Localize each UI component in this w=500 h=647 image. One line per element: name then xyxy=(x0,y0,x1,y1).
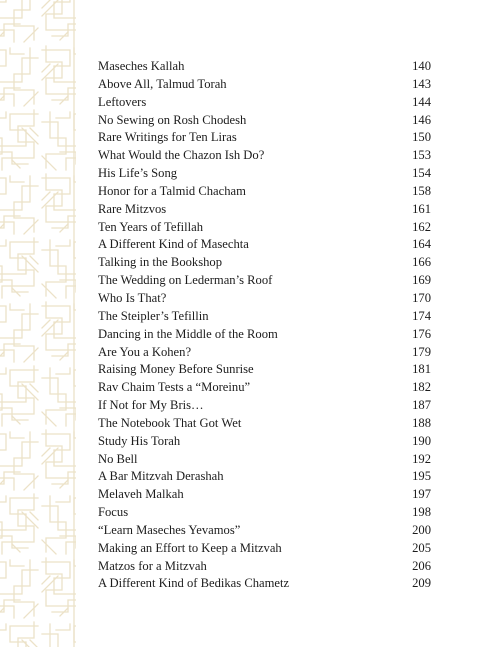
toc-entry-title: Rare Writings for Ten Liras xyxy=(98,130,237,145)
toc-entry[interactable] xyxy=(98,344,431,362)
toc-entry-page-number: 143 xyxy=(412,76,431,91)
toc-entry-page-number: 161 xyxy=(412,201,431,216)
toc-entry-title: The Steipler’s Tefillin xyxy=(98,308,209,323)
toc-entry[interactable] xyxy=(98,58,431,76)
toc-entry-title: Are You a Kohen? xyxy=(98,344,192,359)
toc-entry-title: Making an Effort to Keep a Mitzvah xyxy=(98,540,282,555)
toc-entry[interactable] xyxy=(98,540,431,558)
toc-entry-page-number: 192 xyxy=(412,451,431,466)
border-pattern-stroke xyxy=(46,174,76,234)
toc-entry-page-number: 200 xyxy=(412,522,431,537)
toc-entry-title: No Bell xyxy=(98,451,138,466)
border-pattern-stroke xyxy=(0,562,38,594)
toc-entry-title: Study His Torah xyxy=(98,433,181,448)
border-pattern-stroke xyxy=(56,496,70,502)
border-pattern-stroke xyxy=(10,560,24,566)
toc-entry-page-number: 162 xyxy=(412,219,431,234)
toc-entry-title: Ten Years of Tefillah xyxy=(98,219,204,234)
toc-entry[interactable] xyxy=(98,504,431,522)
toc-entry-page-number: 174 xyxy=(412,308,431,323)
toc-entry-page-number: 166 xyxy=(412,255,431,270)
toc-entry-page-number: 164 xyxy=(412,237,431,252)
border-pattern-stroke xyxy=(10,48,24,54)
toc-entry-title: Rav Chaim Tests a “Moreinu” xyxy=(98,380,251,395)
toc-entry-page-number: 146 xyxy=(412,112,431,127)
border-pattern-stroke xyxy=(14,432,34,488)
toc-entry[interactable] xyxy=(98,272,431,290)
border-pattern-stroke xyxy=(14,560,34,616)
toc-entry[interactable] xyxy=(98,433,431,451)
border-pattern-stroke xyxy=(0,496,6,502)
toc-entry-page-number: 170 xyxy=(412,290,431,305)
toc-entry-title: Dancing in the Middle of the Room xyxy=(98,326,278,341)
border-pattern-stroke xyxy=(0,434,38,466)
border-pattern-stroke xyxy=(46,624,66,647)
toc-entry-title: Maseches Kallah xyxy=(98,59,185,73)
border-pattern-stroke xyxy=(46,46,76,106)
toc-entry-title: Focus xyxy=(98,505,129,520)
toc-entry-title: What Would the Chazon Ish Do? xyxy=(98,148,265,163)
border-pattern-stroke xyxy=(2,494,34,554)
toc-entry-page-number: 150 xyxy=(412,130,431,145)
border-pattern-stroke xyxy=(0,50,38,82)
toc-entry-page-number: 179 xyxy=(412,344,431,359)
border-pattern-stroke xyxy=(14,48,34,104)
border-pattern-stroke xyxy=(56,624,70,630)
toc-entry-title: Honor for a Talmid Chacham xyxy=(98,183,246,198)
border-pattern-stroke xyxy=(46,240,66,296)
border-pattern-stroke xyxy=(0,306,38,338)
toc-entry[interactable] xyxy=(98,486,431,504)
toc-entry-page-number: 206 xyxy=(412,558,431,573)
border-pattern-stroke xyxy=(10,304,24,310)
toc-entry-page-number: 182 xyxy=(412,380,431,395)
toc-entry[interactable] xyxy=(98,183,431,201)
toc-entry-title: If Not for My Bris… xyxy=(98,398,204,413)
border-pattern-stroke xyxy=(10,432,24,438)
toc-entry[interactable] xyxy=(98,468,431,486)
border-pattern-stroke xyxy=(46,430,76,490)
toc-entry-title: The Wedding on Lederman’s Roof xyxy=(98,273,273,288)
toc-entry-page-number: 153 xyxy=(412,148,431,163)
table-of-contents xyxy=(98,58,431,593)
border-pattern-stroke xyxy=(0,624,6,630)
border-pattern-stroke xyxy=(2,110,34,170)
toc-entry[interactable] xyxy=(98,308,431,326)
border-pattern-stroke xyxy=(0,368,6,374)
toc-entry-page-number: 181 xyxy=(412,362,431,377)
toc-entry[interactable] xyxy=(98,379,431,397)
border-pattern-stroke xyxy=(22,640,38,647)
toc-entry-title: No Sewing on Rosh Chodesh xyxy=(98,112,247,127)
border-pattern-stroke xyxy=(56,368,70,374)
border-pattern-stroke xyxy=(46,558,76,618)
border-pattern-stroke xyxy=(0,624,2,647)
toc-entry-title: A Bar Mitzvah Derashah xyxy=(98,469,224,484)
toc-entry-page-number: 158 xyxy=(412,183,431,198)
border-pattern-stroke xyxy=(46,112,66,168)
toc-entry-page-number: 144 xyxy=(412,94,431,109)
toc-entry-page-number: 195 xyxy=(412,469,431,484)
toc-entry[interactable] xyxy=(98,575,431,593)
border-pattern-stroke xyxy=(14,0,34,40)
toc-entry[interactable] xyxy=(98,219,431,237)
toc-entry[interactable] xyxy=(98,290,431,308)
toc-entry-page-number: 188 xyxy=(412,415,431,430)
toc-entry-title: A Different Kind of Bedikas Chametz xyxy=(98,576,290,591)
toc-entry[interactable] xyxy=(98,129,431,147)
border-pattern-stroke xyxy=(42,370,76,402)
border-pattern-stroke xyxy=(2,238,34,298)
border-pattern-stroke xyxy=(46,368,66,424)
toc-entry-page-number: 205 xyxy=(412,540,431,555)
toc-entry-page-number: 209 xyxy=(412,576,431,591)
toc-entry-title: Melaveh Malkah xyxy=(98,487,184,502)
border-pattern-stroke xyxy=(42,498,76,530)
toc-entry-title: A Different Kind of Masechta xyxy=(98,237,249,252)
toc-entry[interactable] xyxy=(98,361,431,379)
toc-entry-title: “Learn Maseches Yevamos” xyxy=(98,522,241,537)
toc-entry-title: Rare Mitzvos xyxy=(98,201,167,216)
toc-entry-title: Above All, Talmud Torah xyxy=(98,76,227,91)
toc-entry[interactable] xyxy=(98,147,431,165)
toc-entry-page-number: 190 xyxy=(412,433,431,448)
toc-entry-title: Leftovers xyxy=(98,94,147,109)
border-pattern-stroke xyxy=(2,366,34,426)
border-pattern-stroke xyxy=(10,176,24,182)
border-pattern-stroke xyxy=(0,240,6,246)
toc-entry-page-number: 197 xyxy=(412,487,431,502)
toc-entry[interactable] xyxy=(98,94,431,112)
decorative-border-pattern xyxy=(0,0,76,647)
border-pattern-stroke xyxy=(14,176,34,232)
toc-entry-page-number: 198 xyxy=(412,505,431,520)
toc-entry[interactable] xyxy=(98,397,431,415)
toc-entry[interactable] xyxy=(98,558,431,576)
toc-entry-title: Raising Money Before Sunrise xyxy=(98,362,254,377)
toc-entry[interactable] xyxy=(98,236,431,254)
border-pattern-stroke xyxy=(14,304,34,360)
toc-entry-page-number: 169 xyxy=(412,273,431,288)
border-pattern-stroke xyxy=(56,112,70,118)
toc-entry-title: Who Is That? xyxy=(98,290,167,305)
toc-entry-page-number: 176 xyxy=(412,326,431,341)
border-pattern-stroke xyxy=(42,242,76,274)
toc-entry-page-number: 140 xyxy=(412,59,431,73)
toc-entry[interactable] xyxy=(98,165,431,183)
toc-entry[interactable] xyxy=(98,112,431,130)
toc-entry[interactable] xyxy=(98,201,431,219)
toc-entry-title: The Notebook That Got Wet xyxy=(98,415,242,430)
border-pattern-stroke xyxy=(46,496,66,552)
border-pattern-stroke xyxy=(56,240,70,246)
border-pattern-stroke xyxy=(0,178,38,210)
border-pattern-stroke xyxy=(0,112,6,118)
toc-entry-title: His Life’s Song xyxy=(98,166,178,181)
toc-entry-page-number: 187 xyxy=(412,398,431,413)
toc-entry[interactable] xyxy=(98,522,431,540)
border-pattern-stroke xyxy=(46,302,76,362)
border-pattern-stroke xyxy=(42,626,76,647)
toc-entry[interactable] xyxy=(98,254,431,272)
toc-entry-title: Talking in the Bookshop xyxy=(98,255,223,270)
border-pattern-stroke xyxy=(0,0,38,18)
toc-entry[interactable] xyxy=(98,451,431,469)
toc-entry[interactable] xyxy=(98,415,431,433)
toc-entry[interactable] xyxy=(98,76,431,94)
border-pattern-stroke xyxy=(42,114,76,146)
toc-entry[interactable] xyxy=(98,326,431,344)
toc-entry-page-number: 154 xyxy=(412,166,431,181)
toc-entry-title: Matzos for a Mitzvah xyxy=(98,558,207,573)
